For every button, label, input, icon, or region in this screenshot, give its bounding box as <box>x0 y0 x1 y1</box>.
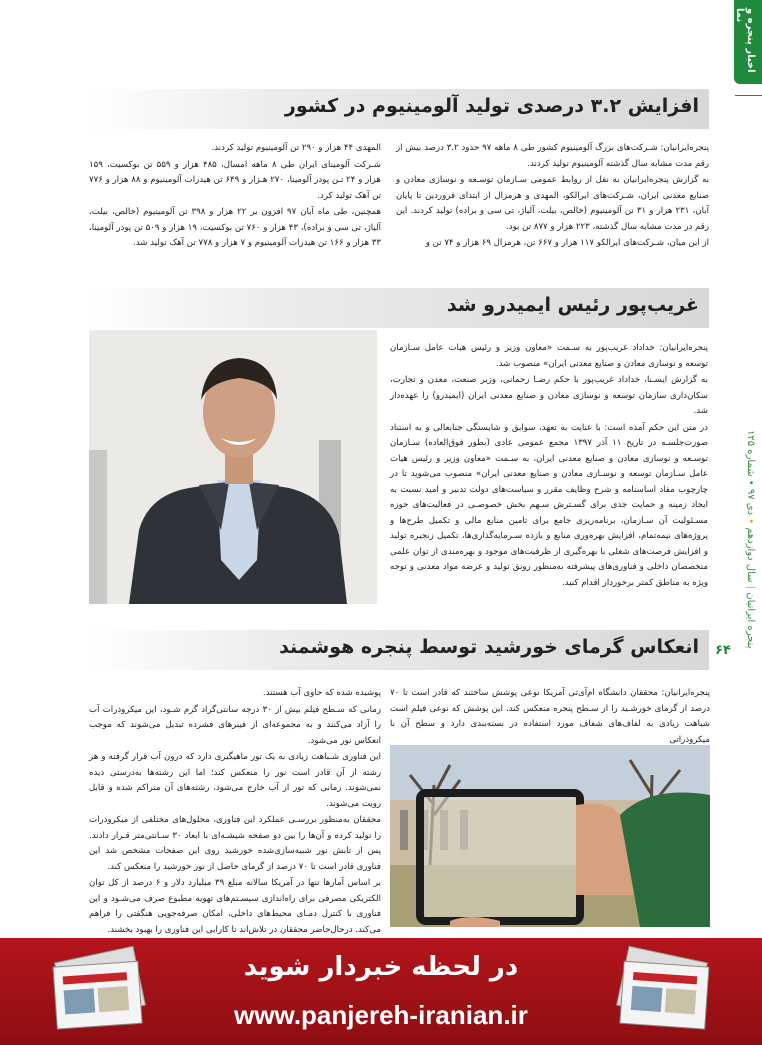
article-body-left <box>89 141 381 253</box>
paragraph: به گزارش ایسـنا، خداداد غریب‌پور با حکم رضـا رحمانی، وزیر صنعت، معدن و تجارت، سکان‌داری سازمان توسعه و نوسازی معادن و صنایع معدنی ایران (ایمیدرو) را عهده‌دار شد. <box>390 375 708 416</box>
paragraph: شـرکت آلومینای ایران طی ۸ ماهه امسال، ۴۸۵ هزار و ۵۵۹ تن بوکسیت، ۱۵۹ هزار و ۲۴ تـن پودر آلومینا، ۲۷۰ هـزار و ۶۴۹ تن هیدرات آلومینیوم و ۸۸ هزار و ۷۷۶ تن آهک تولید کرد. <box>89 159 381 201</box>
portrait-illustration <box>89 330 377 604</box>
side-divider <box>735 95 762 96</box>
magazine-issue: دی ۹۷ • شماره ۱۲۵ <box>745 430 756 516</box>
portrait-photo <box>89 330 377 604</box>
page-number: ۶۴ <box>715 643 731 658</box>
section-tab <box>734 0 762 84</box>
paragraph: المهدی ۴۴ هزار و ۲۹۰ تن آلومینیوم تولید کردند. <box>211 143 381 153</box>
article-header-bar <box>89 630 709 670</box>
article-body <box>390 341 708 592</box>
article-header-bar <box>89 288 709 328</box>
website-link[interactable]: www.panjereh-iranian.ir <box>234 1000 528 1030</box>
paragraph: به گزارش پنجره‌ایرانیان به نقل از روابط عمومی سـازمان توسـعه و نوسازی معادن و صنایع معدنی ایران، شـرکت‌های ایرالکو، المهدی و هرمزال از ابتدای فروردین تا پایان آبان، ۲۳۱ هزار و ۳۱ تن آلومینیوم (خالص، بیلت، آلیاژ، تی سی و براده) تولید کردند. این رقم در مدت مشابه سال گذشته، ۲۲۳ هزار و ۸۷۷ تن بود. <box>396 175 709 232</box>
paragraph: بر اساس آمارها تنها در آمریکا سالانه مبلغ ۳۹ میلیارد دلار و ۶ درصد از کل توان الکتریکی مصرفی برای راه‌اندازی سیسـتم‌های تهویه مطبوع صرف می‌شـود و این فناوری با کنترل دمـای محیط‌های داخلی، امکان صرفه‌جویی هنگفتی را فراهم می‌کند. درحال‌حاضر محققان در تلاش‌اند تا کارایی این فناوری را بهبود بخشند. <box>89 878 381 935</box>
magazine-running-head: پنجره ایرانیان | سال دوازدهم • دی ۹۷ • شماره ۱۲۵ <box>745 430 756 649</box>
magazine-volume: سال دوازدهم <box>745 527 756 583</box>
paragraph: این فناوری شـباهت زیادی به یک تور ماهیگیری دارد که درون آب قرار گرفته و هر رشته از آن قادر است نور را منعکس کند؛ اما این رشته‌ها به‌درستی دیده نمی‌شوند. زمانی که تور از آب خارج می‌شود، رشته‌های آن متراکم شده و قابل رویت می‌شوند. <box>89 752 381 809</box>
paragraph: پنجره‌ایرانیان: شـرکت‌های بزرگ آلومینیوم کشور طی ۸ ماهه ۹۷ حدود ۳.۲ درصد بیش از رقم مدت مشابه سال گذشته آلومینیوم تولید کردند. <box>396 143 710 169</box>
paragraph: همچنین، طی ماه آبان ۹۷ افزون بر ۲۲ هزار و ۳۹۸ تن آلومینیوم (خالص، بیلت، آلیاژ، تی سی و براده)، ۴۳ هزار و ۷۶۰ تن بوکسیت، ۱۹ هزار و ۵۰۹ تن پودر آلومینا، ۳۳ هزار و ۱۶۶ تن هیدرات آلومینیوم و ۷ هزار و ۷۷۸ تن آهک تولید شد. <box>89 207 381 248</box>
article-title: انعکاس گرمای خورشید توسط پنجره هوشمند <box>279 636 699 658</box>
paragraph: محققان به‌منظور بررسـی عملکرد این فناوری، محلول‌های مختلفی از میکروذرات را تولید کرده و آن‌ها را بین دو صفحه شیشـه‌ای با ابعاد ۳۰ سـانتی‌متر قـرار دادند. پس از تابش نور شبیه‌سازی‌شده خورشید روی این صفحات مشخص شد این فناوری قادر است تا ۷۰ درصد از گرمای حاصل از نور خورشید را منعکس کند. <box>89 815 381 872</box>
smart-window-illustration <box>390 745 710 927</box>
paragraph: پوشیده شده که حاوی آب هستند. <box>262 688 381 698</box>
smart-window-photo <box>390 745 710 927</box>
article-header-bar <box>89 89 709 129</box>
paragraph: زمانی که سـطح فیلم بیش از ۳۰ درجه سانتی‌گراد گرم شـود، این میکروذرات آب را آزاد می‌کنند و به مجموعه‌ای از فیبرهای فشرده تبدیل می‌شوند که موجب انعکاس نور می‌شود. <box>89 704 381 746</box>
paragraph: پنجره‌ایرانیان: خداداد غریب‌پور به سـمت «معاون وزیر و رئیس هیات عامل سـازمان توسعه و نوسازی معادن و صنایع معدنی ایران» منصوب شد. <box>390 343 708 369</box>
promo-banner[interactable] <box>0 938 762 1045</box>
article-body-right <box>396 141 709 253</box>
article-title: افزایش ۳.۲ درصدی تولید آلومینیوم در کشور <box>284 95 699 117</box>
magazine-name: پنجره ایرانیان <box>745 592 756 649</box>
article-body-left <box>89 686 381 939</box>
paragraph: از این میان، شـرکت‌های ایرالکو ۱۱۷ هزار و ۶۶۷ تن، هرمزال ۶۹ هزار و ۷۴ تن و <box>425 238 709 248</box>
paragraph: در متن این حکم آمده است: با عنایت به تعهد، سوابق و شایستگی جنابعالی و به استناد صورت‌جلسـه در تاریخ ۱۱ آذر ۱۳۹۷ مجمع عمومی عادی (بطور فوق‌العاده) سـازمان توسـعه و نوسازی معادن و صنایع معدنی ایران، به سـمت «معاون وزیر و رئیس هیات عامل سـازمان توسعه و نوسـازی معادن و صنایع معدنی ایران» منصوب می‌شوید تا در چارچوب مفاد اساسنامه و شرح وظایف مقرر و سیاست‌های دولت تدبیر و امید نسبت به ایجاد زمینه و حمایت جدی برای گسـترش سـهم بخش خصوصـی در فعالیت‌های حوزه مسـئولیت آن سـازمان، برنامه‌ریزی جامع برای تامین منابع مالی و تکمیل طرح‌ها و پروژه‌های نیمه‌تمام، افزایش بهره‌وری منابع و بازده سـرمایه‌گذاری‌ها، تکمیل زنجیره تولید و افزایش فرصت‌های شغلی با بهره‌گیری از ظرفیت‌های موجود و بهره‌مندی از توان علمی متخصصان داخلی و فناوری‌های پیشرفته به‌منظور رونق تولید و عرضه مواد معدنی و توجه ویژه به مناطق کمتر برخوردار اقدام کنید. <box>390 422 708 588</box>
article-body-right <box>390 686 710 749</box>
section-tab-label: اخبار پنجره و نما <box>734 8 756 73</box>
banner-headline: در لحظه خبردار شوید <box>243 952 519 982</box>
article-title: غریب‌پور رئیس ایمیدرو شد <box>446 294 699 316</box>
paragraph: پنجره‌ایرانیان: محققان دانشگاه ام‌آی‌تی آمریکا نوعی پوشش ساختند که قادر است تا ۷۰ درصد از گرمای خورشـید را از سـطح پنجره منعکس کند. این پوشش که نوعی فیلم است شباهت زیادی به لفاف‌های شفاف مورد استفاده در بسته‌بندی دارد و سطح آن با میکروذراتی <box>390 688 710 745</box>
